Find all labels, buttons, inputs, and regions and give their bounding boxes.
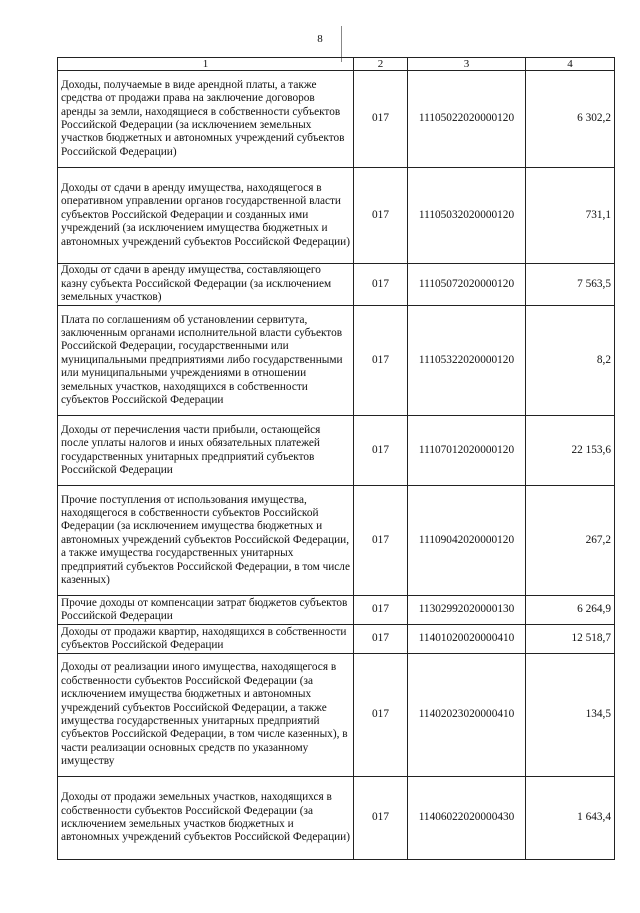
table-row <box>58 777 615 860</box>
income-name: Доходы от перечисления части прибыли, остающейся после уплаты налогов и иных обязательных платежей государственных унитарных предприятий субъектов Российской Федерации <box>58 416 354 486</box>
income-name: Доходы от продажи земельных участков, находящихся в собственности субъектов Российской Федерации (за исключением земельных участков бюджетных и автономных учреждений субъектов Российской Федерации) <box>58 777 354 860</box>
income-name: Прочие доходы от компенсации затрат бюджетов субъектов Российской Федерации <box>58 596 354 625</box>
budget-code: 11109042020000120 <box>408 486 526 596</box>
amount: 8,2 <box>526 306 615 416</box>
table-row <box>58 596 615 625</box>
income-name: Доходы от сдачи в аренду имущества, находящегося в оперативном управлении органов государственной власти субъектов Российской Федерации и созданных ими учреждений (за исключением имущества бюджетных и автономных учреждений субъектов Российской Федерации) <box>58 168 354 264</box>
budget-code: 11105022020000120 <box>408 71 526 168</box>
admin-code: 017 <box>354 71 408 168</box>
budget-code: 11406022020000430 <box>408 777 526 860</box>
amount: 731,1 <box>526 168 615 264</box>
column-header: 2 <box>354 58 408 71</box>
income-name: Доходы от реализации иного имущества, находящегося в собственности субъектов Российской Федерации (за исключением имущества бюджетных и автономных учреждений субъектов Российской Федерации, а также имущества государственных унитарных предприятий субъектов Российской Федерации, в том числе казенных), в части реализации основных средств по указанному имуществу <box>58 654 354 777</box>
budget-code: 11401020020000410 <box>408 625 526 654</box>
admin-code: 017 <box>354 625 408 654</box>
column-header: 3 <box>408 58 526 71</box>
amount: 6 302,2 <box>526 71 615 168</box>
amount: 6 264,9 <box>526 596 615 625</box>
table-row <box>58 168 615 264</box>
amount: 1 643,4 <box>526 777 615 860</box>
table-row <box>58 654 615 777</box>
admin-code: 017 <box>354 416 408 486</box>
budget-code: 11402023020000410 <box>408 654 526 777</box>
amount: 134,5 <box>526 654 615 777</box>
table-row <box>58 71 615 168</box>
budget-code: 11105032020000120 <box>408 168 526 264</box>
header-row <box>58 58 615 71</box>
amount: 7 563,5 <box>526 264 615 306</box>
income-name: Доходы от продажи квартир, находящихся в собственности субъектов Российской Федерации <box>58 625 354 654</box>
amount: 267,2 <box>526 486 615 596</box>
admin-code: 017 <box>354 777 408 860</box>
admin-code: 017 <box>354 486 408 596</box>
budget-code: 11105072020000120 <box>408 264 526 306</box>
income-name: Доходы от сдачи в аренду имущества, составляющего казну субъекта Российской Федерации (за исключением земельных участков) <box>58 264 354 306</box>
column-header: 1 <box>58 58 354 71</box>
admin-code: 017 <box>354 264 408 306</box>
income-name: Прочие поступления от использования имущества, находящегося в собственности субъектов Российской Федерации (за исключением имущества бюджетных и автономных учреждений субъектов Российской Федерации, а также имущества государственных унитарных предприятий субъектов Российской Федерации, в том числе казенных) <box>58 486 354 596</box>
admin-code: 017 <box>354 654 408 777</box>
table-row <box>58 306 615 416</box>
admin-code: 017 <box>354 596 408 625</box>
income-name: Плата по соглашениям об установлении сервитута, заключенным органами исполнительной власти субъектов Российской Федерации, государственными или муниципальными предприятиями либо государственными или муниципальными учреждениями в отношении земельных участков, находящихся в собственности субъектов Российской Федерации <box>58 306 354 416</box>
budget-code: 11302992020000130 <box>408 596 526 625</box>
revenue-table <box>57 57 615 860</box>
table-row <box>58 264 615 306</box>
admin-code: 017 <box>354 168 408 264</box>
amount: 22 153,6 <box>526 416 615 486</box>
amount: 12 518,7 <box>526 625 615 654</box>
page-number: 8 <box>317 33 323 45</box>
table-row <box>58 486 615 596</box>
admin-code: 017 <box>354 306 408 416</box>
income-name: Доходы, получаемые в виде арендной платы, а также средства от продажи права на заключение договоров аренды за земли, находящиеся в собственности субъектов Российской Федерации (за исключением земельных участков бюджетных и автономных учреждений субъектов Российской Федерации) <box>58 71 354 168</box>
budget-code: 11105322020000120 <box>408 306 526 416</box>
table-row <box>58 416 615 486</box>
budget-code: 11107012020000120 <box>408 416 526 486</box>
table-row <box>58 625 615 654</box>
column-header: 4 <box>526 58 615 71</box>
